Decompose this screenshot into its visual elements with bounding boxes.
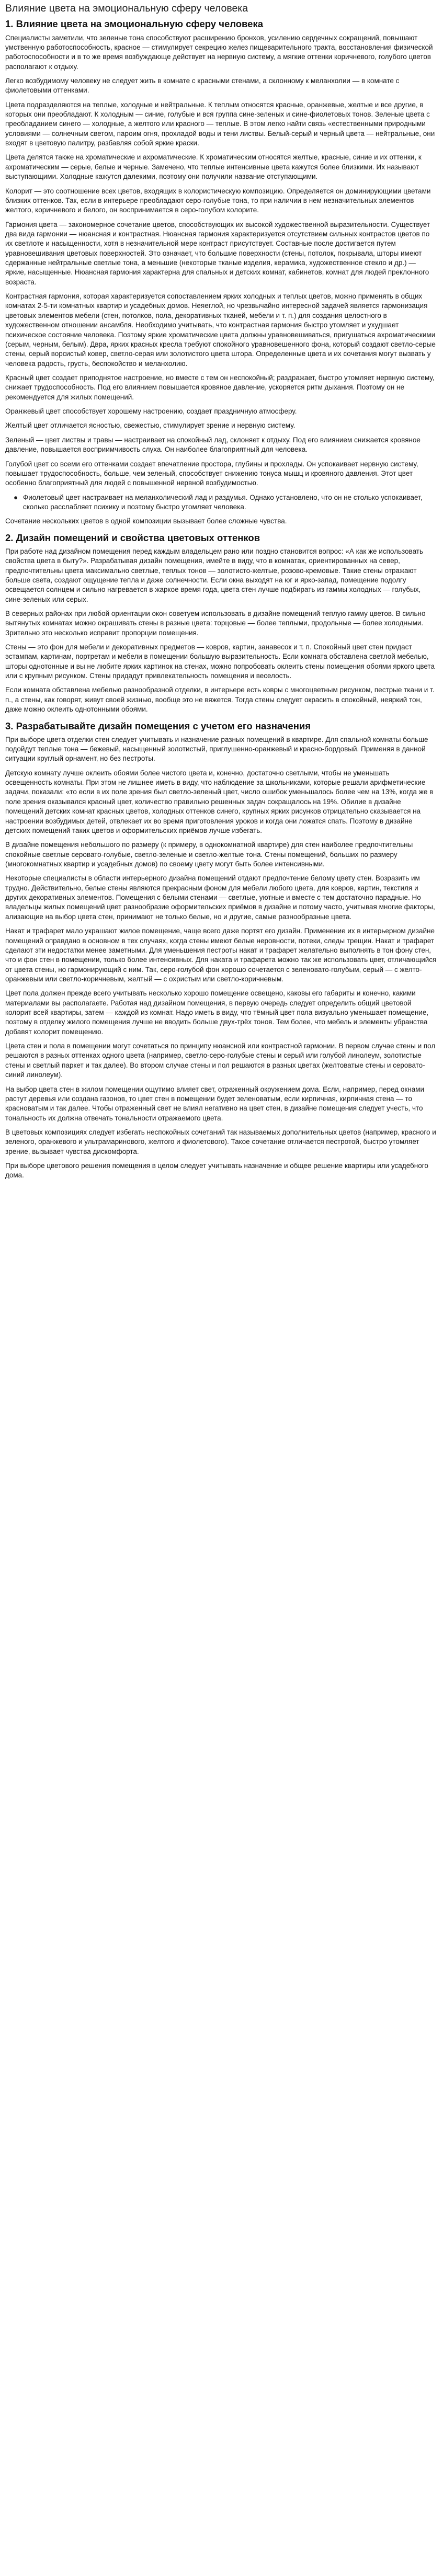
page-title: Влияние цвета на эмоциональную сферу человека [5,3,248,14]
paragraph: Гармония цвета — закономерное сочетание цветов, способствующих их высокой художественной выразительности. Существует два вида гармонии — нюансная и контрастная. Нюансная гармония характеризуется отсутствием сильных контрастов цветов по их светлоте и насыщенности, хотя в незначительной мере контраст присутствует. Составные после достигается путем уравновешивания цветовых поверхностей. Это означает, что большие поверхности (стены, потолок, покрывала, шторы имеют сдержанные нейтральные светлые тона, а меньшие (некоторые тканые изделия, керамика, художественное стекло и др.) — яркие, насыщенные. Нюансная гармония характерна для спальных и детских комнат, кабинетов, комнат для людей преклонного возраста. [5,220,430,286]
paragraph: Если комната обставлена мебелью разнообразной отделки, в интерьере есть ковры с многоцветным рисунком, пестрые ткани и т. п., а стены, как говорят, живут своей жизнью, вообще это не вяжется. Тогда стены следует окрасить в спокойный, неяркий тон, даже можно оклеить однотонными обоями. [5,686,435,714]
paragraph: Детскую комнату лучше оклеить обоями более чистого цвета и, конечно, достаточно светлыми, чтобы не уменьшать освещенность комнаты. При этом не лишнее иметь в виду, что наблюдение за школьниками, которые решали арифметические задачи, показали: «то если в их поле зрения был светло-зеленый цвет, число ошибок уменьшалось более чем на 13%, когда же в поле зрения оказывался красный цвет, количество правильно решенных задач сокращалось на 19%. Обилие в дизайне помещений детских комнат красных цветов, холодных оттенков синего, крупных ярких рисунков отрицательно сказывается на настроении возбудимых детей, отвлекает их во время приготовления уроков и когда они ложатся спать. Поэтому в дизайне детских помещений таких цветов и оформительских приёмов лучше избегать. [5,769,434,834]
bullet-item [14,493,438,512]
paragraph: Желтый цвет отличается ясностью, свежестью, стимулирует зрение и нервную систему. [5,421,296,430]
paragraph: В дизайне помещения небольшого по размеру (к примеру, в однокомнатной квартире) для стен наиболее предпочтительны спокойные светлые серовато-голубые, светло-зеленые и светло-желтые тона. Стены помещений, больших по размеру (многокомнатных квартир и усадебных домов) по своему цвету могут быть более интенсивными. [5,841,413,868]
section-heading: 2. Дизайн помещений и свойства цветовых оттенков [5,532,260,543]
section-heading: 3. Разрабатывайте дизайн помещения с учетом его назначения [5,720,311,731]
paragraph: Легко возбудимому человеку не следует жить в комнате с красными стенами, а склонному к меланхолии — в комнате с фиолетовыми оттенками. [5,76,400,95]
paragraph: При работе над дизайном помещения перед каждым владельцем рано или поздно становится вопрос: «А как же использовать свойства цвета в быту?». Разрабатывая дизайн помещения, имейте в виду, что в комнатах, ориентированных на север, предпочтительны цвета максимально светлые, теплых тонов — золотисто-желтые, розово-кремовые. Такие стены отражают больше света, создают ощущение тепла и даже солнечности. Если окна выходят на юг и ярко-запад, помещение подолгу освещается солнцем и сильно нагревается в жаркое время года, цвета стен лучше подбирать из гаммы холодных — голубых, сине-зеленых или серых. [5,547,424,603]
paragraph: Цвета стен и пола в помещении могут сочетаться по принципу нюансной или контрастной гармонии. В первом случае стены и пол решаются в разных оттенках одного цвета (например, светло-серо-голубые стены и серый или голубой линолеум, золотистые стены и светлый паркет и так далее). Во втором случае стены и пол решаются в разных цветах (желтоватые стены и серовато-синий линолеум). [5,1042,436,1079]
paragraph: При выборе цветового решения помещения в целом следует учитывать назначение и общее решение квартиры или усадебного дома. [5,1162,428,1180]
paragraph: Стены — это фон для мебели и декоративных предметов — ковров, картин, занавесок и т. п. Спокойный цвет стен придаст эстампам, картинам, портретам и мебели в помещении большую выразительность. Если комната обставлена светлой мебелью, шторы однотонные и вы не любите ярких картинок на стенах, можно попробовать оклеить стены помещения обоями яркого цвета или с крупным рисунком. Стены придадут привлекательность помещения и веселость. [5,643,435,680]
paragraph: На выбор цвета стен в жилом помещении ощутимо влияет свет, отраженный окружением дома. Если, например, перед окнами растут деревья или создана газонов, то цвет стен в помещении будет зеленоватым, если кирпичная, кирпичная стена — то красноватым и так далее. Чтобы отраженный свет не влиял негативно на цвет стен, в дизайне помещения следует учесть, что тональность их должна отвечать тональности отражаемого цвета. [5,1085,425,1122]
paragraph: Накат и трафарет мало украшают жилое помещение, чаще всего даже портят его дизайн. Применение их в интерьерном дизайне помещений оправдано в основном в тех случаях, когда стены имеют белые неровности, потеки, следы трещин. Накат и трафарет сделают эти недостатки менее заметными. Для уменьшения пестроты накат и трафарет желательно выполнять в тон фону стен, что и фон стен в помещении, только более интенсивных. Для наката и трафарета можно так же использовать цвет, отличающийся от цвета стены, но гармонирующий с ним. Так, серо-голубой фон хорошо сочетается с зеленовато-голубым, серый — с желто-оранжевым или светло-коричневым, желтый — с охристым или светло-коричневым. [5,927,437,983]
closing-paragraph: Сочетание нескольких цветов в одной композиции вызывает более сложные чувства. [5,517,287,525]
paragraph: Зеленый — цвет листвы и травы — настраивает на спокойный лад, склоняет к отдыху. Под его влиянием снижается кровяное давление, повышается восприимчивость слуха. Он наиболее благоприятный для человека. [5,436,421,454]
article-body [5,18,438,1180]
paragraph: В северных районах при любой ориентации окон советуем использовать в дизайне помещений теплую гамму цветов. В сильно вытянутых комнатах можно окрашивать стены в разные цвета: торцовые — более теплыми, продольные — более холодными. Зрительно это несколько исправит пропорции помещения. [5,609,426,637]
paragraph: Цвета подразделяются на теплые, холодные и нейтральные. К теплым относятся красные, оранжевые, желтые и все другие, в которых они преобладают. К холодным — синие, голубые и вся группа сине-зеленых и сине-фиолетовых тонов. Зеленые цвета с преобладанием синего — холодные, а желтого или красного — теплые. В этом легко найти связь «естественными природными условиями — солнечным светом, пароим огня, прохладой воды и тени листвы. Белый-серый и черный цвета — нейтральные, они входят в цветовую палитру, разбавляя собой яркие краски. [5,100,435,147]
paragraph: Специалисты заметили, что зеленые тона способствуют расширению бронхов, усилению сердечных сокращений, повышают умственную работоспособность, красное — стимулирует секрецию желез пищеварительного тракта, восстановления физической работоспособности и в то же время возбуждающе действует на нервную систему, а мягкие оттенки коричневого, голубого цветов располагают к отдыху. [5,33,433,71]
section-heading: 1. Влияние цвета на эмоциональную сферу человека [5,18,264,30]
bullet-list [5,493,438,512]
paragraph: Колорит — это соотношение всех цветов, входящих в колористическую композицию. Определяется он доминирующими цветами близких оттенков. Так, если в интерьере преобладают серо-голубые тона, то при наличии в нем незначительных элементов желтого, коричневого и белого, он воспринимается в серо-голубом колорите. [5,187,431,214]
paragraph: В цветовых композициях следует избегать неспокойных сочетаний так называемых дополнительных цветов (например, красного и зеленого, оранжевого и ультрамаринового, желтого и фиолетового). Такое сочетание отличается пестротой, быстро утомляет зрение, вызывает чувства дискомфорта. [5,1128,436,1155]
bullet-dot-icon: ● [14,493,18,501]
paragraph: Цвета делятся также на хроматические и ахроматические. К хроматическим относятся желтые, красные, синие и их оттенки, к ахроматическим — серые, белые и черные. Замечено, что теплые интенсивные цвета кажутся более близкими. Их называют выступающими. Холодные кажутся далекими, поэтому они получили название отступающими. [5,153,422,181]
bullet-text: Фиолетовый цвет настраивает на меланхолический лад и раздумья. Однако установлено, что он не столько успокаивает, сколько расслабляет психику и поэтому быстро утомляет человека. [23,493,423,511]
paragraph: Голубой цвет со всеми его оттенками создает впечатление простора, глубины и прохлады. Он успокаивает нервную систему, повышает трудоспособность, больше, чем зеленый, способствует снижению тонуса мышц и кровяного давления. Этот цвет особенно благоприятный для людей с повышенной нервной возбудимостью. [5,460,418,487]
paragraph: При выборе цвета отделки стен следует учитывать и назначение разных помещений в квартире. Для спальной комнаты больше подойдут теплые тона — бежевый, насыщенный золотистый, приглушенно-оранжевый и красно-бордовый. Применяя в данной ситуации круглый орнамент, но без пестроты. [5,735,428,763]
paragraph: Контрастная гармония, которая характеризуется сопоставлением ярких холодных и теплых цветов, можно применять в общих комнатах 2-5-ти комнатных квартир и усадебных домов. Неяеглой, но чрезвычайно интересной задачей является гармонизация цветовых элементов мебели (стен, потолков, пола, декоративных тканей, мебели и т. п.) для создания целостного в художественном отношении ансамбля. Необходимо учитывать, что контрастная гармония быстро утомляет и ухудшает психическое состояние человека. Поэтому яркие хроматические цвета должны уравновешиваться, пригушаться ахроматическими (серым, черным, белым). Двра, ярких красных кресла требуют спокойного уравновешенного фона, который создают светло-серые стены, серый ворсистый ковер, светло-серая или золотистого цвета штора. Определенные цвета и их сочетания могут вызвать у человека радость, грусть, беспокойство и меланхолию. [5,292,436,368]
paragraph: Некоторые специалисты в области интерьерного дизайна помещений отдают предпочтение белому цвету стен. Возразить им трудно. Действительно, белые стены являются прекрасным фоном для мебели любого цвета, для ковров, картин, текстиля и других декоративных элементов. Помещения с белыми стенами — светлые, уютные и вместе с тем достаточно парадные. Но владельцы жилых помещений цвет разнообразие оформительских приёмов в дизайне и потому часто, учитывая многие факторы, ализающие на выбор цвета стен, принимают не только белые, но и другие, самые разнообразные цвета. [5,874,435,921]
article [0,0,443,1193]
paragraph: Цвет пола должен прежде всего учитывать несколько хорошо помещение освещено, каковы его габариты и конечно, какими материалами вы располагаете. Работая над дизайном помещения, в первую очередь следует определить общий цветовой колорит всей квартиры, затем — каждой из комнат. Надо иметь в виду, что тёмный цвет пола визуально уменьшает помещение, поэтому в отделку жилого помещения лучше не вводить больше двух-трёх тонов. Тем более, что мебель и элементы убранства добавят колорит помещению. [5,989,429,1036]
paragraph: Красный цвет создает приподнятое настроение, но вместе с тем он неспокойный; раздражает, быстро утомляет нервную систему, снижает трудоспособность. Под его влиянием повышается кровяное давление, ускоряется ритм дыхания. Поэтому он не рекомендуется для жилых помещений. [5,374,435,401]
paragraph: Оранжевый цвет способствует хорошему настроению, создает праздничную атмосферу. [5,407,297,416]
